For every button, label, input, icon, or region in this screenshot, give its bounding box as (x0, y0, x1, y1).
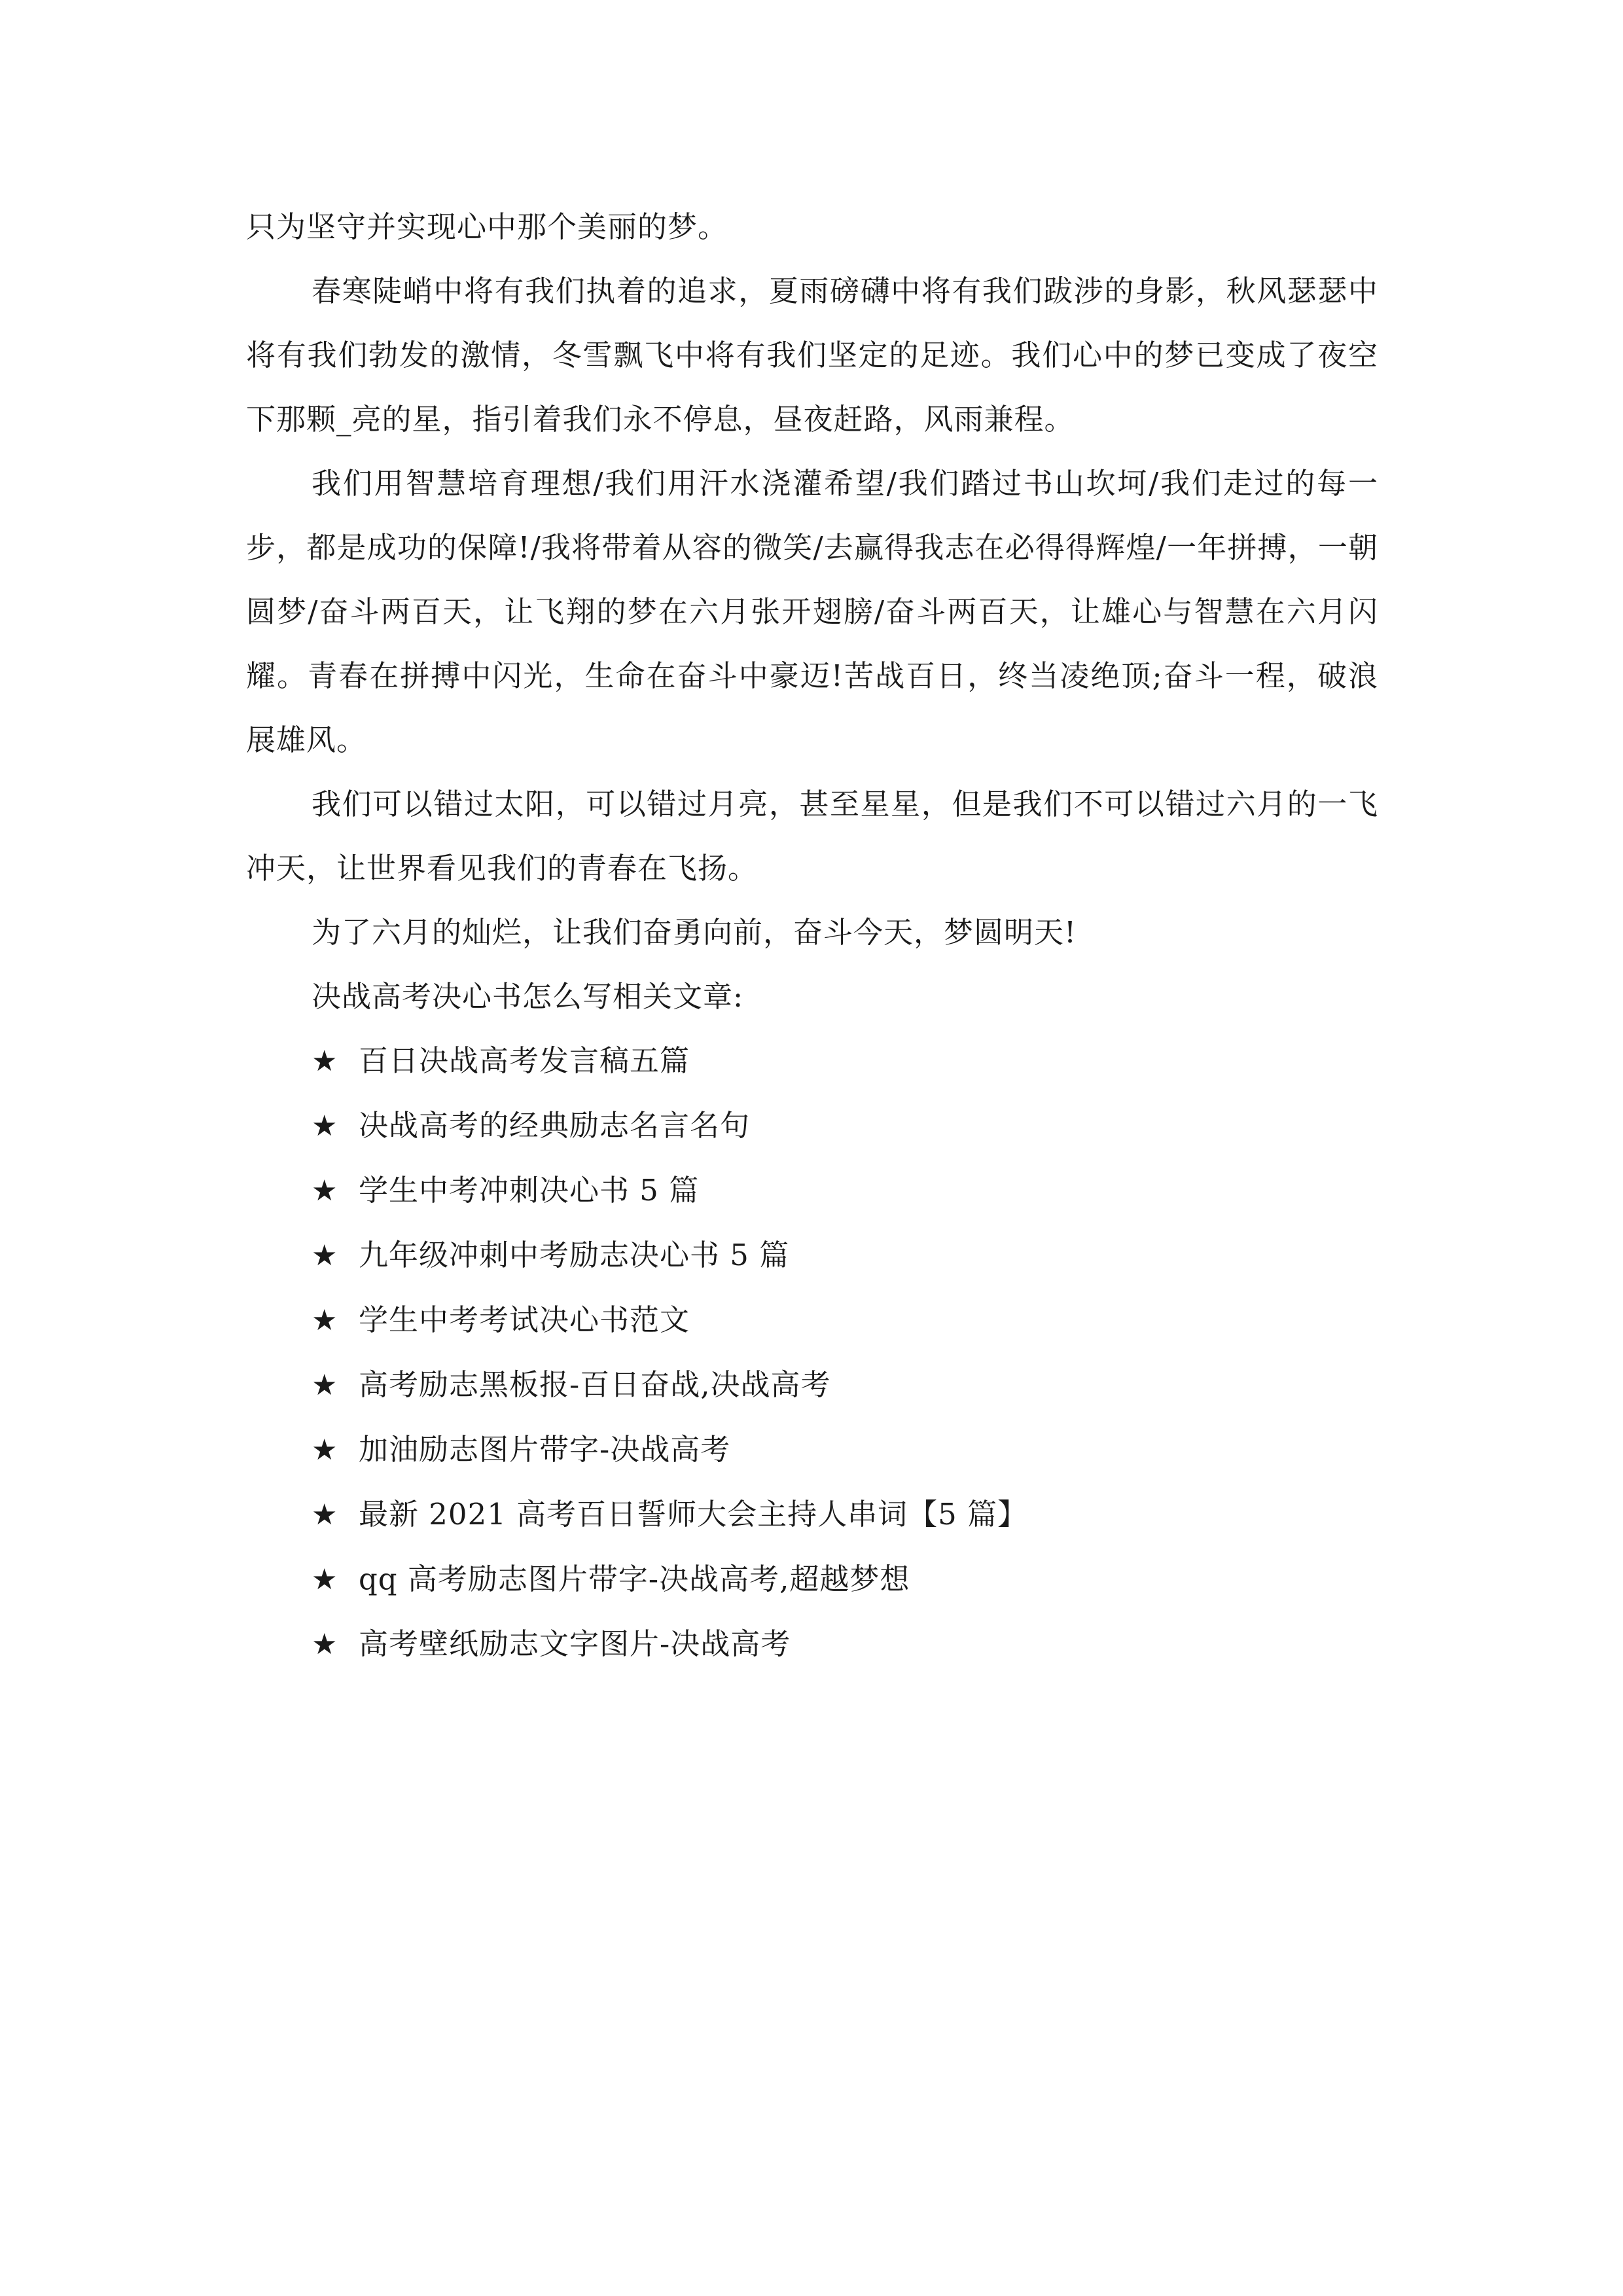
related-article-link[interactable]: qq 高考励志图片带字-决战高考,超越梦想 (359, 1562, 910, 1596)
related-article-item[interactable] (246, 1353, 1378, 1418)
related-article-item[interactable] (246, 1094, 1378, 1158)
related-article-link[interactable]: 九年级冲刺中考励志决心书 5 篇 (359, 1238, 790, 1272)
paragraph-seasons: 春寒陡峭中将有我们执着的追求，夏雨磅礴中将有我们跋涉的身影，秋风瑟瑟中将有我们勃发的激情，冬雪飘飞中将有我们坚定的足迹。我们心中的梦已变成了夜空下那颗_亮的星，指引着我们永不停息，昼夜赶路，风雨兼程。 (246, 274, 1378, 437)
related-article-link[interactable]: 百日决战高考发言稿五篇 (359, 1043, 690, 1078)
related-article-item[interactable] (246, 1418, 1378, 1482)
related-article-item[interactable] (246, 1288, 1378, 1353)
related-article-item[interactable] (246, 1482, 1378, 1547)
related-article-link[interactable]: 高考壁纸励志文字图片-决战高考 (359, 1626, 791, 1661)
star-icon: ★ (312, 1369, 338, 1402)
star-icon: ★ (312, 1498, 338, 1532)
star-icon: ★ (312, 1109, 338, 1143)
paragraph-continuation: 只为坚守并实现心中那个美丽的梦。 (246, 209, 728, 244)
paragraph-june: 我们可以错过太阳，可以错过月亮，甚至星星，但是我们不可以错过六月的一飞冲天，让世界看见我们的青春在飞扬。 (246, 787, 1378, 886)
paragraph-wisdom: 我们用智慧培育理想/我们用汗水浇灌希望/我们踏过书山坎坷/我们走过的每一步，都是成功的保障!/我将带着从容的微笑/去赢得我志在必得得辉煌/一年拼搏，一朝圆梦/奋斗两百天，让飞翔的梦在六月张开翅膀/奋斗两百天，让雄心与智慧在六月闪耀。青春在拼搏中闪光，生命在奋斗中豪迈!苦战百日，终当凌绝顶;奋斗一程，破浪展雄风。 (246, 466, 1378, 757)
star-icon: ★ (312, 1174, 338, 1208)
document-body (246, 195, 1378, 1677)
star-icon: ★ (312, 1628, 338, 1661)
related-article-link[interactable]: 加油励志图片带字-决战高考 (359, 1432, 731, 1467)
related-article-link[interactable]: 学生中考考试决心书范文 (359, 1302, 690, 1337)
related-article-link[interactable]: 决战高考的经典励志名言名句 (359, 1108, 751, 1143)
star-icon: ★ (312, 1239, 338, 1272)
related-articles-heading: 决战高考决心书怎么写相关文章: (312, 979, 744, 1014)
star-icon: ★ (312, 1045, 338, 1078)
star-icon: ★ (312, 1304, 338, 1337)
related-article-item[interactable] (246, 1612, 1378, 1677)
paragraph-closing: 为了六月的灿烂，让我们奋勇向前，奋斗今天，梦圆明天! (312, 915, 1077, 950)
related-article-item[interactable] (246, 1223, 1378, 1288)
related-article-link[interactable]: 最新 2021 高考百日誓师大会主持人串词【5 篇】 (359, 1497, 1028, 1532)
related-article-link[interactable]: 高考励志黑板报-百日奋战,决战高考 (359, 1367, 831, 1402)
star-icon: ★ (312, 1433, 338, 1467)
related-article-item[interactable] (246, 1029, 1378, 1094)
related-article-link[interactable]: 学生中考冲刺决心书 5 篇 (359, 1173, 700, 1208)
star-icon: ★ (312, 1563, 338, 1596)
related-articles-list (246, 1029, 1378, 1677)
related-article-item[interactable] (246, 1158, 1378, 1223)
related-article-item[interactable] (246, 1547, 1378, 1612)
